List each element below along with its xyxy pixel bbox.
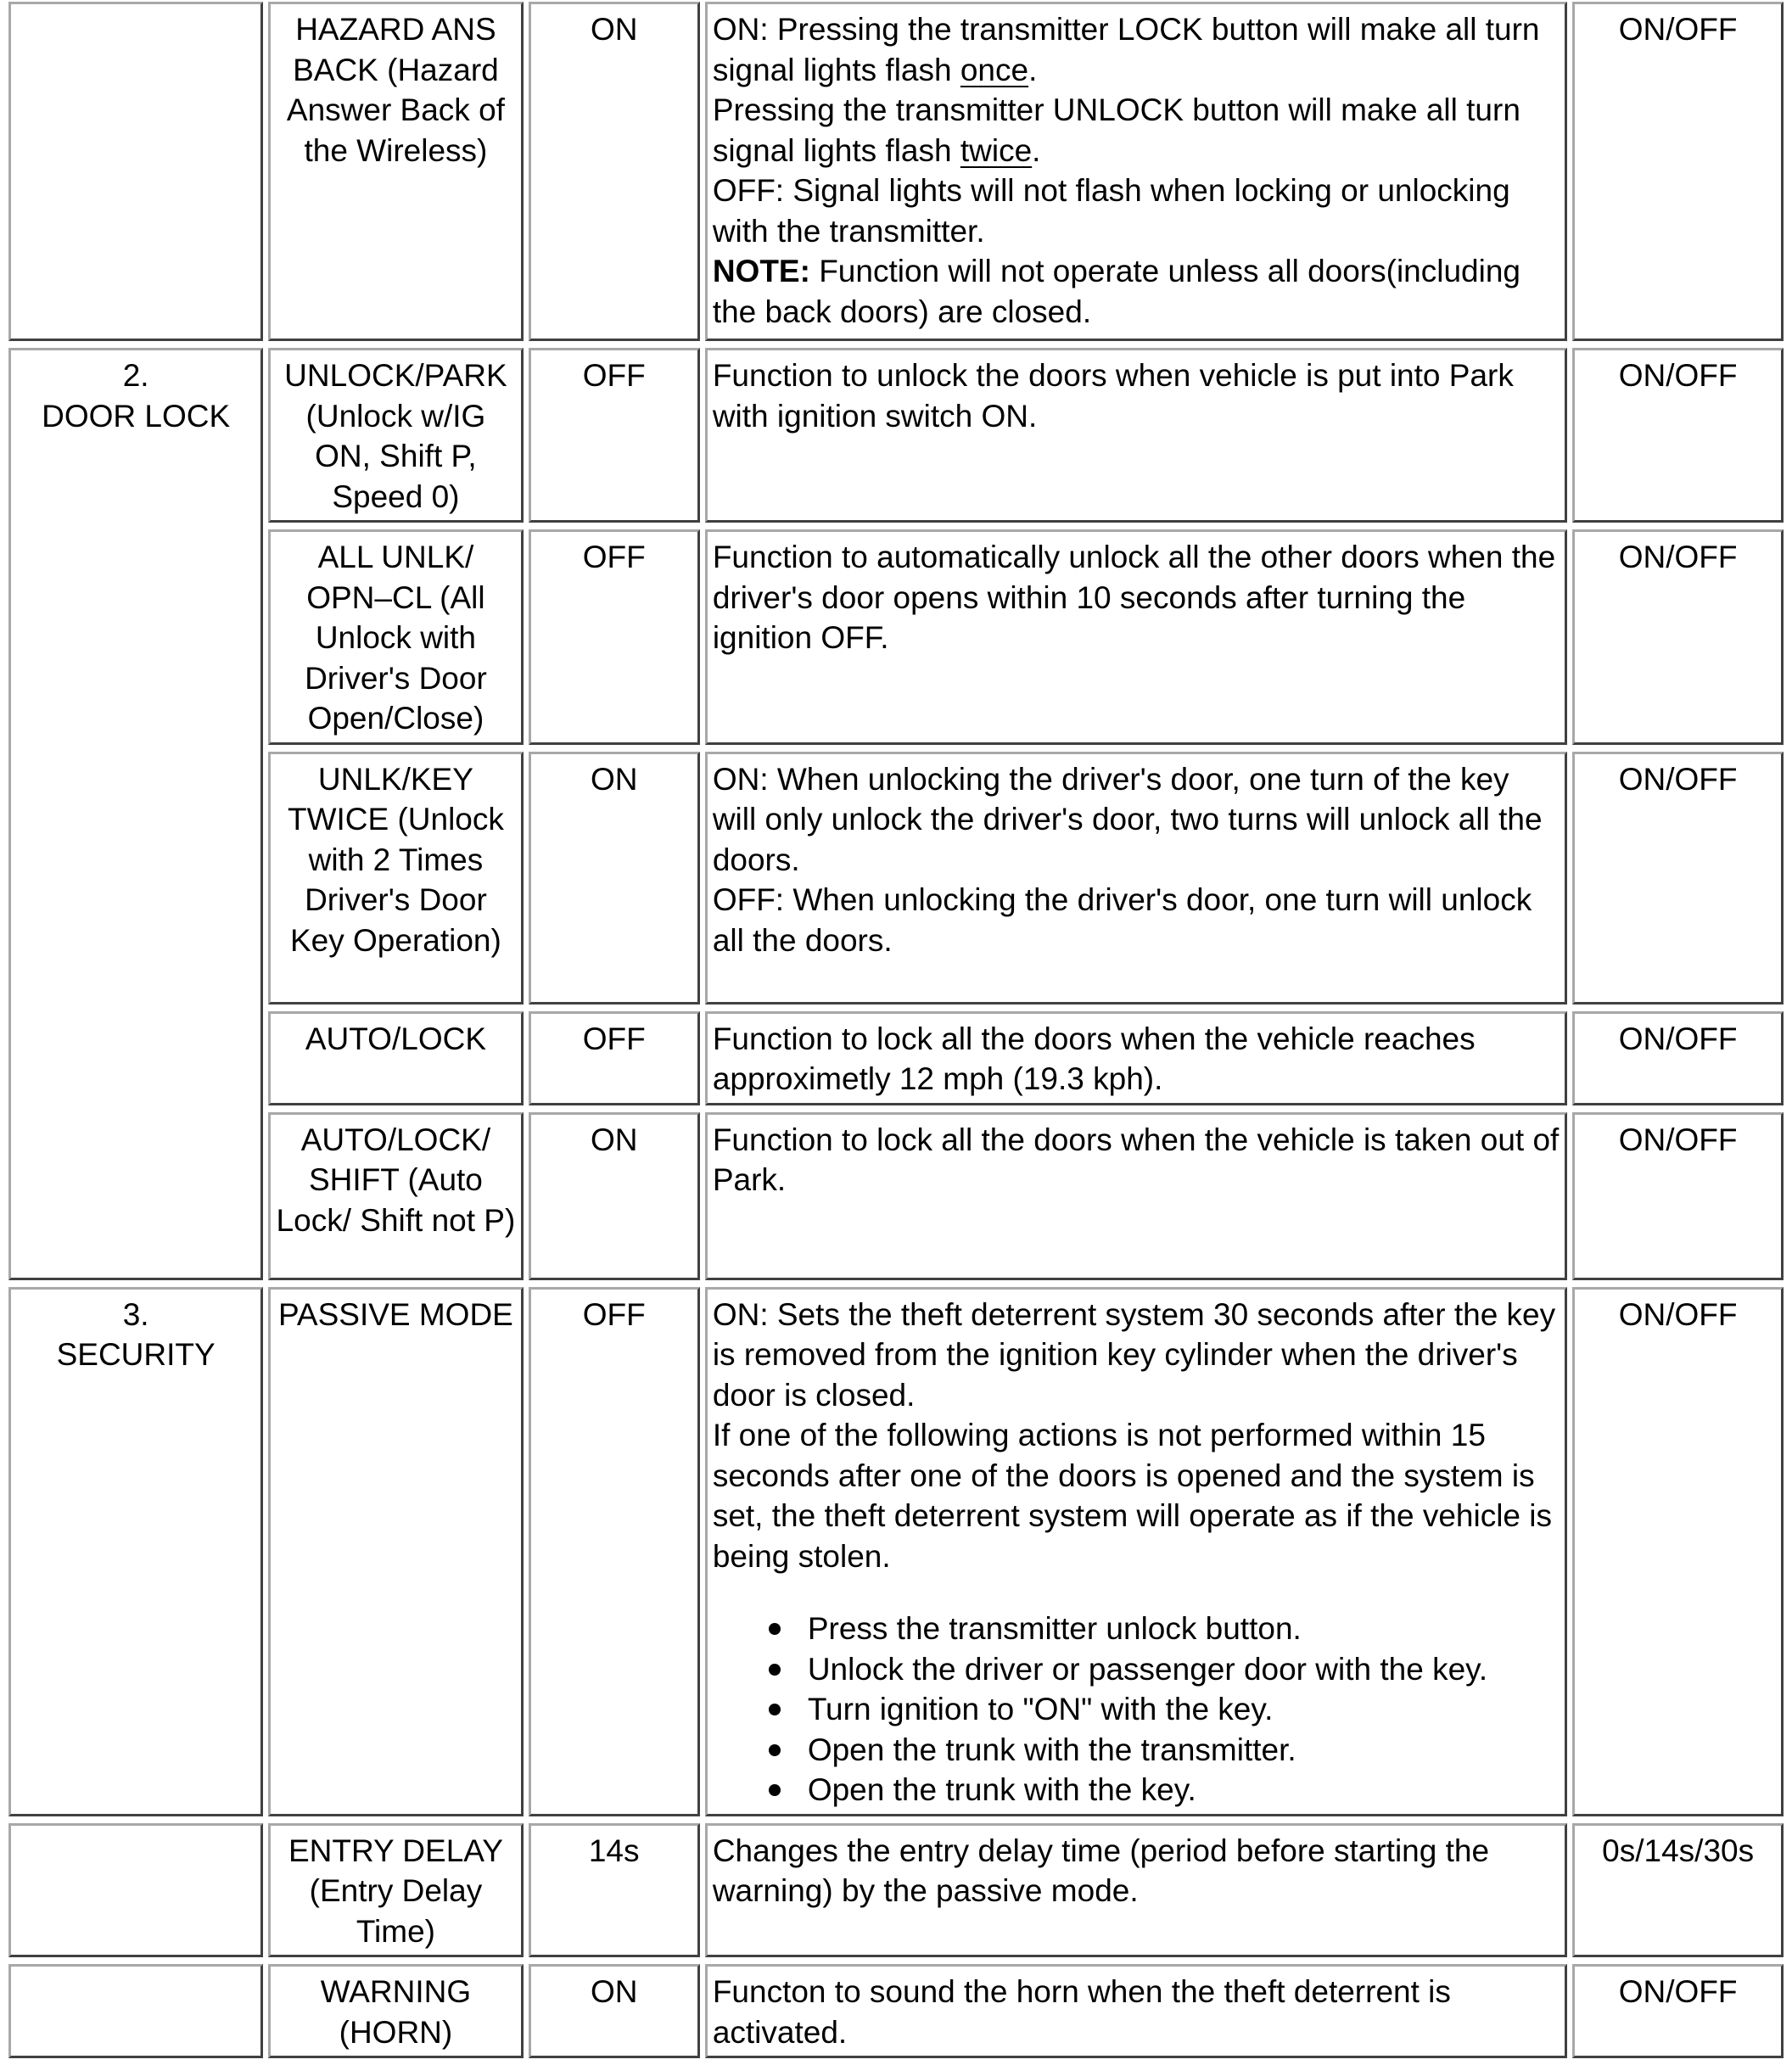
category-cell bbox=[8, 2, 263, 341]
list-item: Unlock the driver or passenger door with the key. bbox=[808, 1649, 1560, 1690]
category-cell bbox=[8, 1287, 263, 1816]
function-name-cell: UNLK/KEY TWICE (Unlock with 2 Times Driver's Door Key Operation) bbox=[268, 752, 523, 1005]
table-row bbox=[8, 1011, 1784, 1105]
default-value-cell: OFF bbox=[529, 1287, 700, 1816]
description-text: Pressing the transmitter UNLOCK button will make all turn signal lights flash bbox=[712, 92, 1520, 168]
default-value-cell: ON bbox=[529, 1964, 700, 2058]
description-text: ON: Sets the theft deterrent system 30 seconds after the key is removed from the ignition key cylinder when the driver's door is closed. bbox=[712, 1296, 1556, 1413]
default-value-cell: ON bbox=[529, 2, 700, 341]
category-number: 3. bbox=[122, 1296, 149, 1332]
description-text: . bbox=[1028, 52, 1038, 87]
function-name-cell: PASSIVE MODE bbox=[268, 1287, 523, 1816]
note-text: Function will not operate unless all doors(including the back doors) are closed. bbox=[712, 254, 1520, 329]
default-value-cell: OFF bbox=[529, 529, 700, 745]
description-cell: Functon to sound the horn when the theft deterrent is activated. bbox=[705, 1964, 1567, 2058]
function-name-cell: AUTO/LOCK/ SHIFT (Auto Lock/ Shift not P) bbox=[268, 1112, 523, 1280]
options-cell: 0s/14s/30s bbox=[1572, 1823, 1784, 1958]
action-list bbox=[713, 1609, 1560, 1810]
description-text: ON: When unlocking the driver's door, one turn of the key will only unlock the driver's door, two turns will unlock all the doors. bbox=[712, 761, 1543, 877]
category-number: 2. bbox=[122, 358, 149, 393]
description-text: OFF: When unlocking the driver's door, one turn will unlock all the doors. bbox=[712, 882, 1532, 958]
options-cell: ON/OFF bbox=[1572, 1964, 1784, 2058]
function-name-cell: AUTO/LOCK bbox=[268, 1011, 523, 1105]
underlined-word: once bbox=[960, 52, 1029, 87]
category-cell bbox=[8, 348, 263, 1280]
default-value-cell: ON bbox=[529, 752, 700, 1005]
table-row bbox=[8, 1112, 1784, 1280]
description-text: If one of the following actions is not performed within 15 seconds after one of the doors is opened and the system is set, the theft deterrent system will operate as if the vehicle is being stolen. bbox=[712, 1418, 1553, 1574]
description-cell bbox=[705, 1287, 1567, 1816]
default-value-cell: ON bbox=[529, 1112, 700, 1280]
description-cell: Function to automatically unlock all the other doors when the driver's door opens within 10 seconds after turning the ignition OFF. bbox=[705, 529, 1567, 745]
category-name: SECURITY bbox=[56, 1337, 216, 1372]
function-name-cell: ALL UNLK/ OPN–CL (All Unlock with Driver's Door Open/Close) bbox=[268, 529, 523, 745]
table-row bbox=[8, 2, 1784, 341]
options-cell: ON/OFF bbox=[1572, 2, 1784, 341]
description-text: . bbox=[1032, 132, 1041, 168]
options-cell: ON/OFF bbox=[1572, 1287, 1784, 1816]
description-cell: Function to unlock the doors when vehicle is put into Park with ignition switch ON. bbox=[705, 348, 1567, 523]
table-row bbox=[8, 529, 1784, 745]
list-item: Open the trunk with the transmitter. bbox=[808, 1730, 1560, 1771]
description-cell: Changes the entry delay time (period before starting the warning) by the passive mode. bbox=[705, 1823, 1567, 1958]
underlined-word: twice bbox=[960, 132, 1033, 168]
function-name-cell: WARNING (HORN) bbox=[268, 1964, 523, 2058]
list-item: Open the trunk with the key. bbox=[808, 1770, 1560, 1810]
list-item: Press the transmitter unlock button. bbox=[808, 1609, 1560, 1649]
description-cell bbox=[705, 752, 1567, 1005]
table-row bbox=[8, 348, 1784, 523]
category-cell bbox=[8, 1823, 263, 1958]
description-text: OFF: Signal lights will not flash when locking or unlocking with the transmitter. bbox=[712, 173, 1510, 249]
description-cell bbox=[705, 2, 1567, 341]
options-cell: ON/OFF bbox=[1572, 1112, 1784, 1280]
table-row bbox=[8, 1964, 1784, 2058]
function-name-cell: HAZARD ANS BACK (Hazard Answer Back of the Wireless) bbox=[268, 2, 523, 341]
default-value-cell: OFF bbox=[529, 348, 700, 523]
table-row bbox=[8, 1287, 1784, 1816]
table-row bbox=[8, 1823, 1784, 1958]
options-cell: ON/OFF bbox=[1572, 348, 1784, 523]
customize-settings-table bbox=[3, 0, 1789, 2065]
description-cell: Function to lock all the doors when the vehicle is taken out of Park. bbox=[705, 1112, 1567, 1280]
list-item: Turn ignition to "ON" with the key. bbox=[808, 1689, 1560, 1730]
function-name-cell: ENTRY DELAY (Entry Delay Time) bbox=[268, 1823, 523, 1958]
options-cell: ON/OFF bbox=[1572, 529, 1784, 745]
category-cell bbox=[8, 1964, 263, 2058]
options-cell: ON/OFF bbox=[1572, 1011, 1784, 1105]
note-label: NOTE: bbox=[712, 254, 810, 288]
options-cell: ON/OFF bbox=[1572, 752, 1784, 1005]
description-text: ON: Pressing the transmitter LOCK button will make all turn signal lights flash bbox=[712, 12, 1540, 87]
category-name: DOOR LOCK bbox=[42, 398, 231, 434]
default-value-cell: OFF bbox=[529, 1011, 700, 1105]
function-name-cell: UNLOCK/PARK (Unlock w/IG ON, Shift P, Speed 0) bbox=[268, 348, 523, 523]
description-cell: Function to lock all the doors when the vehicle reaches approximetly 12 mph (19.3 kph). bbox=[705, 1011, 1567, 1105]
table-row bbox=[8, 752, 1784, 1005]
default-value-cell: 14s bbox=[529, 1823, 700, 1958]
